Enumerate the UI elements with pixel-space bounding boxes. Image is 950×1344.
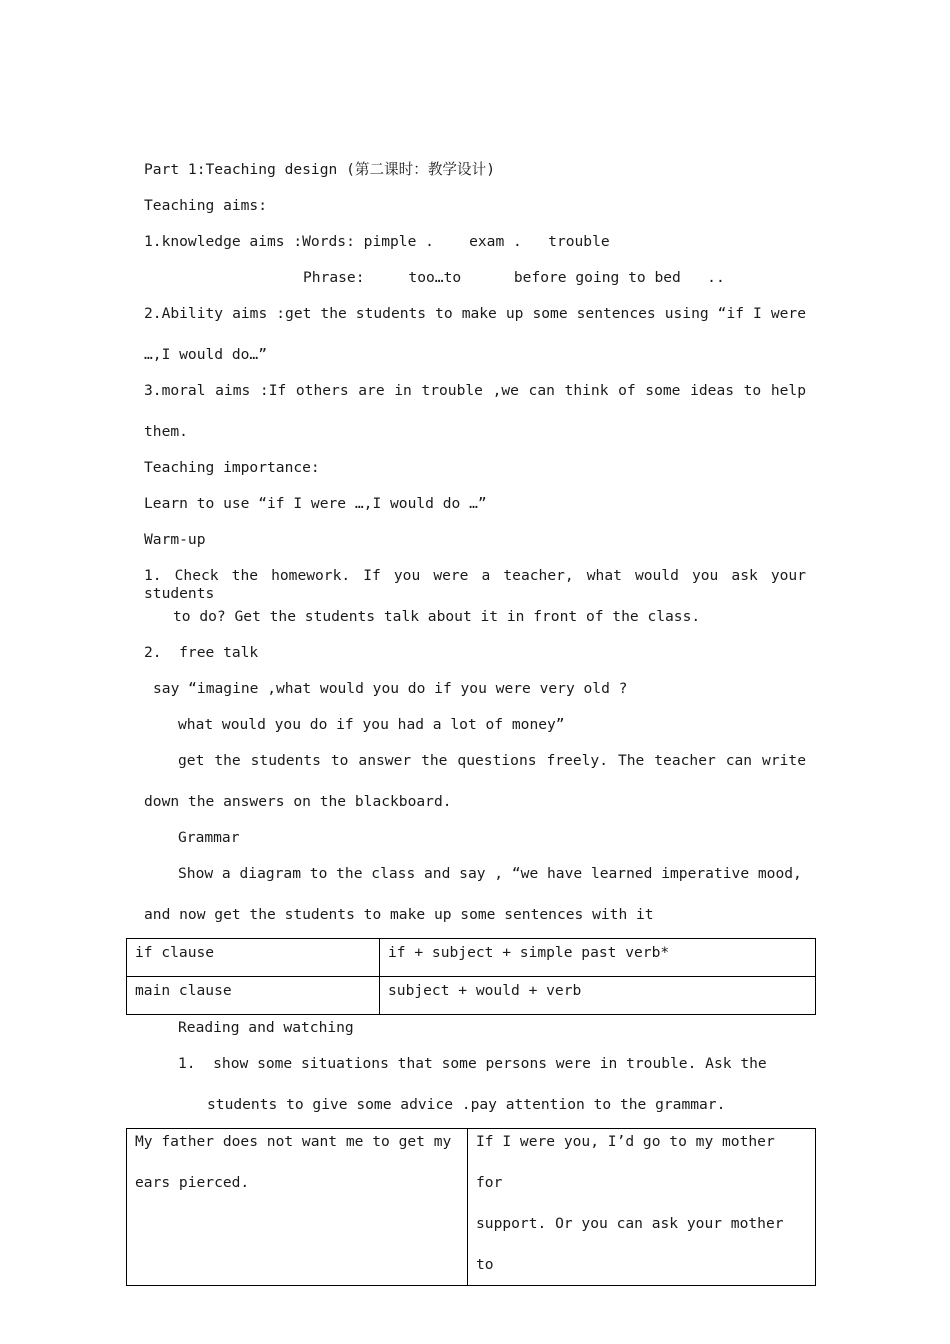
say-line2: what would you do if you had a lot of money” <box>178 716 565 733</box>
situation-text: My father does not want me to get my ears pierced. <box>135 1133 452 1191</box>
teaching-importance-text: Learn to use “if I were …,I would do …” <box>144 495 487 512</box>
table-row <box>127 1129 816 1286</box>
table-cell <box>127 1129 468 1286</box>
reading-item1-line1: 1. show some situations that some persons were in trouble. Ask the <box>178 1055 767 1072</box>
grammar-heading: Grammar <box>178 829 240 846</box>
reading-item1-line2: students to give some advice .pay attention to the grammar. <box>207 1096 726 1113</box>
table-row <box>127 939 816 977</box>
advice-table <box>126 1128 816 1286</box>
advice-text: If I were you, I’d go to my mother for support. Or you can ask your mother to <box>476 1133 784 1273</box>
table-cell <box>468 1129 816 1286</box>
warmup-item2: 2. free talk <box>144 644 259 661</box>
reading-heading: Reading and watching <box>178 1019 354 1036</box>
answer-line1: get the students to answer the questions freely. The teacher can write <box>178 752 806 769</box>
main-clause-label: main clause <box>135 982 232 999</box>
table-row <box>127 977 816 1015</box>
table-cell <box>127 977 380 1015</box>
warmup-heading: Warm-up <box>144 531 206 548</box>
teaching-aims-heading: Teaching aims: <box>144 197 268 214</box>
grammar-table <box>126 938 816 1015</box>
lesson-title: Part 1:Teaching design (第二课时：教学设计) <box>144 161 495 178</box>
warmup-item1-line2: to do? Get the students talk about it in front of the class. <box>173 608 701 625</box>
diagram-line2: and now get the students to make up some sentences with it <box>144 906 654 923</box>
ability-aims-line1: 2.Ability aims :get the students to make up some sentences using “if I were <box>144 305 806 322</box>
if-clause-label: if clause <box>135 944 215 961</box>
knowledge-aims-phrase: Phrase: too…to before going to bed .. <box>303 269 725 286</box>
teaching-importance-heading: Teaching importance: <box>144 459 320 476</box>
table-cell <box>127 939 380 977</box>
say-line1: say “imagine ,what would you do if you were very old ? <box>153 680 628 697</box>
knowledge-aims: 1.knowledge aims :Words: pimple . exam . trouble <box>144 233 610 250</box>
moral-aims-line2: them. <box>144 423 188 440</box>
diagram-line1: Show a diagram to the class and say , “we have learned imperative mood, <box>178 865 802 882</box>
ability-aims-line2: …,I would do…” <box>144 346 268 363</box>
answer-line2: down the answers on the blackboard. <box>144 793 452 810</box>
moral-aims-line1: 3.moral aims :If others are in trouble ,we can think of some ideas to help <box>144 382 806 399</box>
if-clause-formula: if + subject + simple past verb* <box>388 944 670 961</box>
main-clause-formula: subject + would + verb <box>388 982 582 999</box>
warmup-item1-line1: 1. Check the homework. If you were a teacher, what would you ask your students <box>144 567 806 602</box>
table-cell <box>380 977 816 1015</box>
table-cell <box>380 939 816 977</box>
